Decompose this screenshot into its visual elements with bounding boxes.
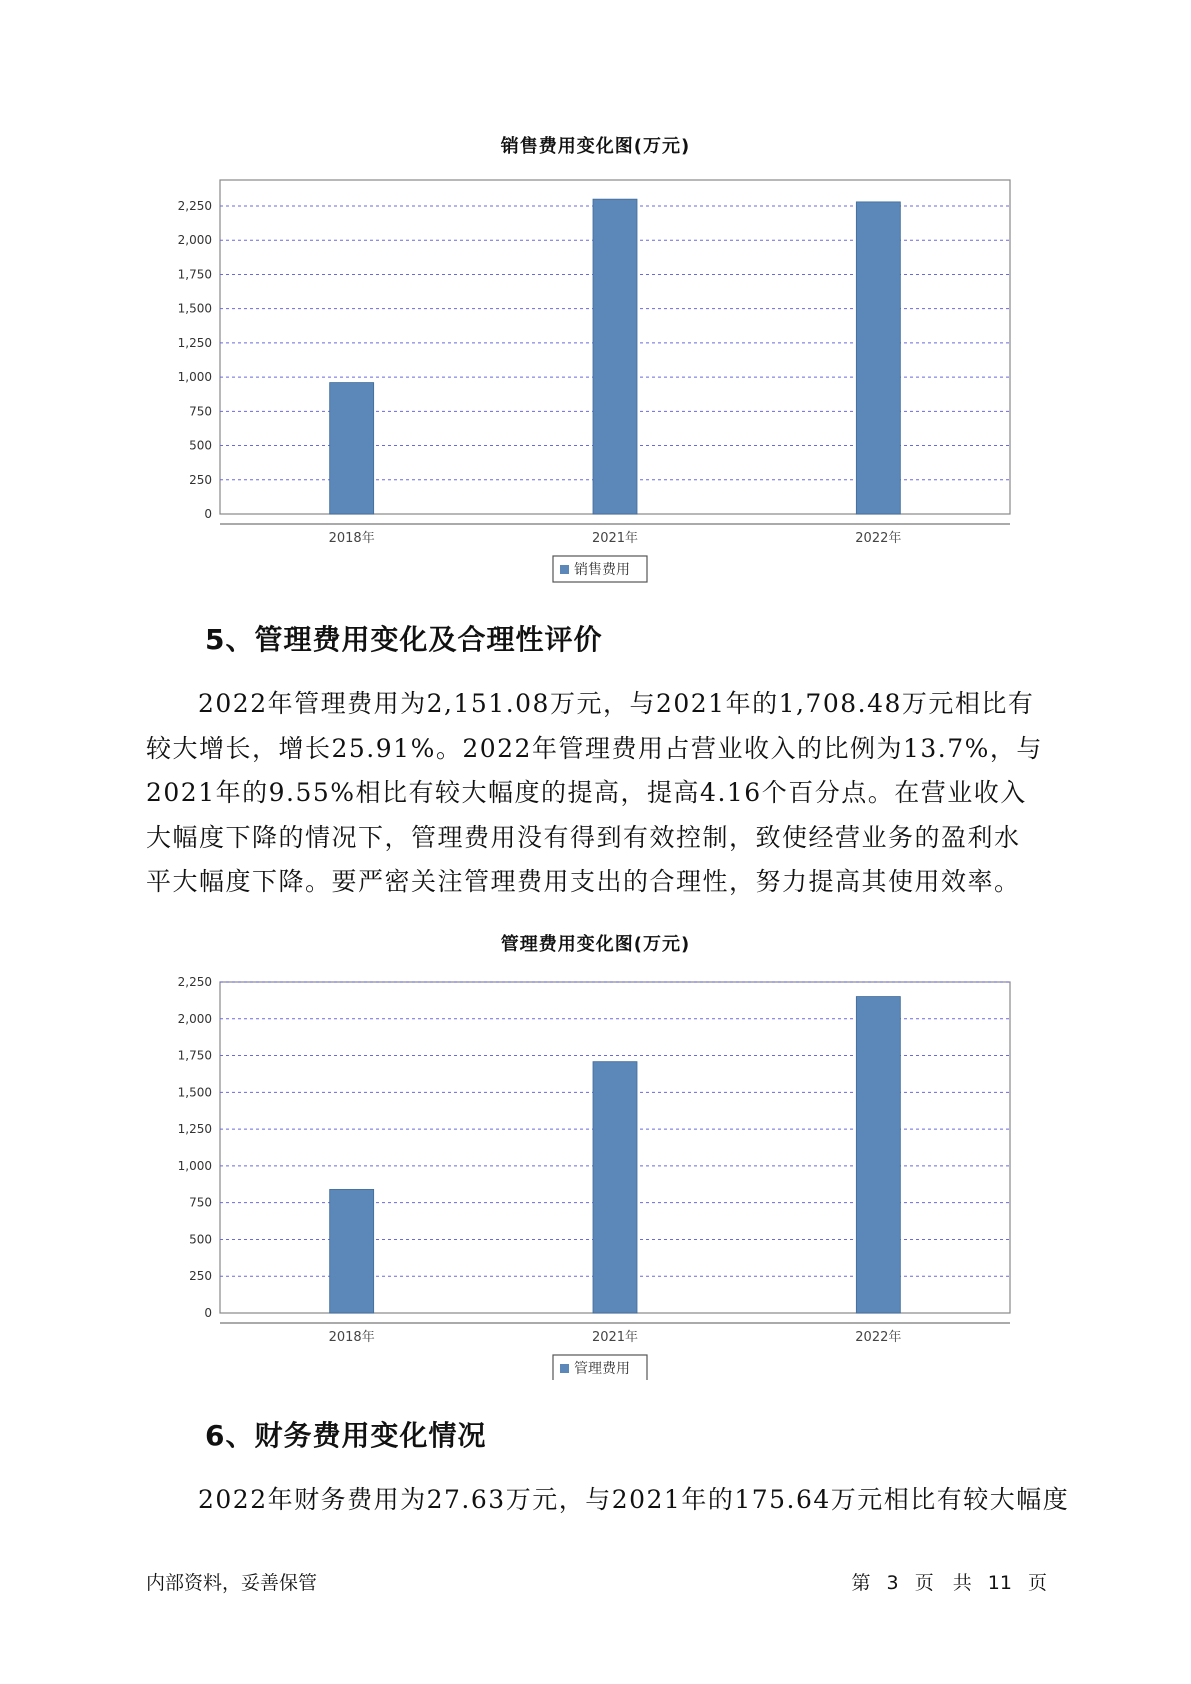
chart2-ytick-label: 2,250 bbox=[177, 975, 212, 989]
chart2-bar-2 bbox=[856, 997, 900, 1313]
chart2-ytick-label: 2,000 bbox=[177, 1011, 212, 1026]
chart1-legend bbox=[553, 556, 647, 582]
chart2-legend-label: 管理费用 bbox=[574, 1361, 630, 1377]
chart2-ytick-label: 0 bbox=[204, 1306, 212, 1320]
chart1-ytick-label: 750 bbox=[189, 404, 212, 419]
chart2-ytick-label: 750 bbox=[189, 1195, 212, 1210]
section6-paragraph: 2022年财务费用为27.63万元，与2021年的175.64万元相比有较大幅度 bbox=[198, 1485, 1070, 1514]
section5-heading: 5、管理费用变化及合理性评价 bbox=[205, 623, 603, 656]
chart1-xtick-label: 2018年 bbox=[328, 531, 375, 546]
chart2-xtick-label: 2018年 bbox=[328, 1330, 375, 1345]
chart2-ytick-label: 1,250 bbox=[177, 1122, 212, 1137]
chart2-legend bbox=[553, 1355, 647, 1380]
page-prefix: 第 bbox=[851, 1572, 871, 1594]
sales-expense-chart bbox=[0, 170, 1191, 590]
chart1-xtick-label: 2022年 bbox=[855, 531, 902, 546]
chart2-ytick-label: 1,750 bbox=[177, 1048, 212, 1063]
chart1-ytick-label: 1,250 bbox=[177, 335, 212, 350]
chart1-ytick-label: 1,750 bbox=[177, 267, 212, 282]
chart1-ytick-label: 250 bbox=[189, 472, 212, 487]
page-mid: 页 共 bbox=[914, 1572, 972, 1594]
footer-page-number bbox=[849, 1568, 1049, 1595]
page-total: 11 bbox=[987, 1572, 1012, 1594]
chart1-ytick-label: 1,500 bbox=[177, 301, 212, 316]
chart1-ytick-label: 1,000 bbox=[177, 370, 212, 385]
admin-expense-chart bbox=[0, 960, 1191, 1380]
chart1-title: 销售费用变化图(万元) bbox=[500, 136, 691, 157]
chart1-bar-0 bbox=[330, 383, 374, 514]
footer-confidential-note: 内部资料，妥善保管 bbox=[146, 1572, 318, 1594]
chart2-legend-swatch bbox=[560, 1364, 569, 1373]
chart2-ytick-label: 1,000 bbox=[177, 1158, 212, 1173]
chart1-bar-1 bbox=[593, 199, 637, 514]
chart1-legend-swatch bbox=[560, 565, 569, 574]
chart2-ytick-label: 250 bbox=[189, 1269, 212, 1284]
section6-heading: 6、财务费用变化情况 bbox=[205, 1419, 487, 1452]
chart1-ytick-label: 2,000 bbox=[177, 233, 212, 248]
chart2-ytick-label: 500 bbox=[189, 1232, 212, 1247]
chart2-bar-0 bbox=[330, 1189, 374, 1313]
chart1-legend-label: 销售费用 bbox=[574, 562, 630, 578]
chart1-ytick-label: 500 bbox=[189, 438, 212, 453]
chart2-title: 管理费用变化图(万元) bbox=[500, 934, 691, 955]
chart1-bar-2 bbox=[856, 202, 900, 514]
chart1-ytick-label: 2,250 bbox=[177, 199, 212, 213]
chart1-ytick-label: 0 bbox=[204, 507, 212, 521]
page-current: 3 bbox=[886, 1572, 899, 1594]
page-suffix: 页 bbox=[1027, 1572, 1047, 1594]
chart1-xtick-label: 2021年 bbox=[591, 531, 639, 546]
chart2-ytick-label: 1,500 bbox=[177, 1085, 212, 1100]
section5-paragraph: 2022年管理费用为2,151.08万元，与2021年的1,708.48万元相比有较大增长，增长25.91%。2022年管理费用占营业收入的比例为13.7%，与2021年的9.55%相比有较大幅度的提高，提高4.16个百分点。在营业收入大幅度下降的情况下，管理费用没有得到有效控制，致使经营业务的盈利水平大幅度下降。要严密关注管理费用支出的合理性，努力提高其使用效率。 bbox=[146, 689, 1043, 896]
chart2-xtick-label: 2022年 bbox=[855, 1330, 902, 1345]
chart2-bar-1 bbox=[593, 1062, 637, 1313]
chart2-xtick-label: 2021年 bbox=[591, 1330, 639, 1345]
